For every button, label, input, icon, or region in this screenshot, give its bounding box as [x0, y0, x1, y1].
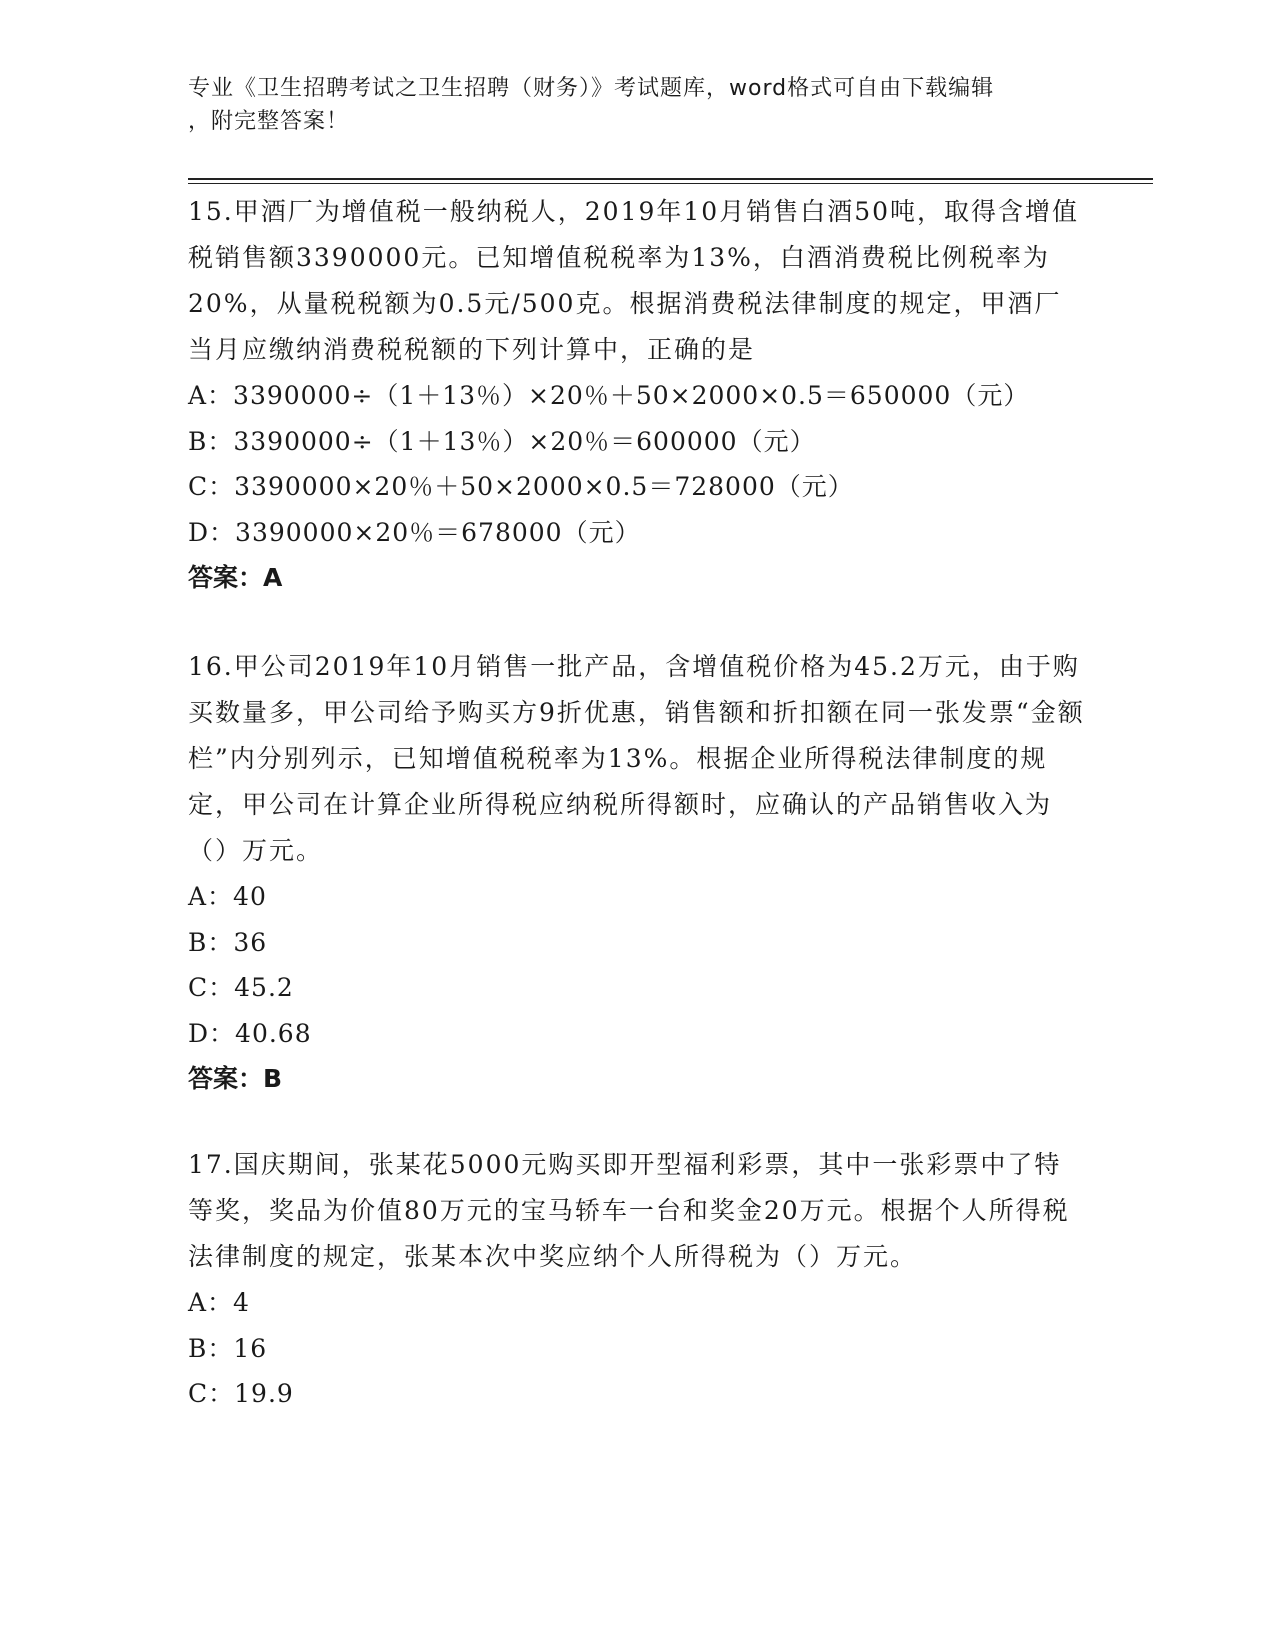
- option-c: C：19.9: [188, 1379, 294, 1408]
- question-stem: 17.国庆期间，张某花5000元购买即开型福利彩票，其中一张彩票中了特等奖，奖品为价值80万元的宝马轿车一台和奖金20万元。根据个人所得税法律制度的规定，张某本次中奖应纳个人所得税为（）万元。: [188, 1150, 1070, 1271]
- question-stem: 15.甲酒厂为增值税一般纳税人，2019年10月销售白酒50吨，取得含增值税销售额3390000元。已知增值税税率为13%，白酒消费税比例税率为20%，从量税税额为0.5元/500克。根据消费税法律制度的规定，甲酒厂当月应缴纳消费税税额的下列计算中，正确的是: [188, 197, 1080, 364]
- header-subtitle-line: ，附完整答案！: [188, 109, 350, 134]
- option-a: A：40: [188, 882, 267, 911]
- question-16: [188, 644, 1088, 1102]
- option-d: D：3390000×20％＝678000（元）: [188, 517, 641, 547]
- option-a: A：3390000÷（1＋13％）×20％＋50×2000×0.5＝650000（元）: [188, 381, 1030, 410]
- question-15: [188, 189, 1088, 601]
- option-b: B：16: [188, 1333, 268, 1363]
- option-b: B：36: [188, 927, 268, 957]
- option-b: B：3390000÷（1＋13％）×20％＝600000（元）: [188, 426, 816, 456]
- header-divider: [188, 178, 1153, 180]
- answer-label: 答案：B: [188, 1064, 283, 1093]
- option-c: C：3390000×20％＋50×2000×0.5＝728000（元）: [188, 472, 854, 501]
- question-17: [188, 1142, 1088, 1417]
- option-c: C：45.2: [188, 973, 294, 1002]
- question-stem: 16.甲公司2019年10月销售一批产品，含增值税价格为45.2万元，由于购买数量多，甲公司给予购买方9折优惠，销售额和折扣额在同一张发票“金额栏”内分别列示，已知增值税税率为13%。根据企业所得税法律制度的规定，甲公司在计算企业所得税应纳税所得额时，应确认的产品销售收入为（）万元。: [188, 652, 1085, 865]
- header-title-line: 专业《卫生招聘考试之卫生招聘（财务）》考试题库，word格式可自由下载编辑: [188, 76, 995, 101]
- document-header: [188, 72, 1088, 138]
- option-d: D：40.68: [188, 1018, 312, 1048]
- option-a: A：4: [188, 1288, 250, 1317]
- header-divider-thin: [188, 183, 1153, 184]
- answer-label: 答案：A: [188, 563, 283, 592]
